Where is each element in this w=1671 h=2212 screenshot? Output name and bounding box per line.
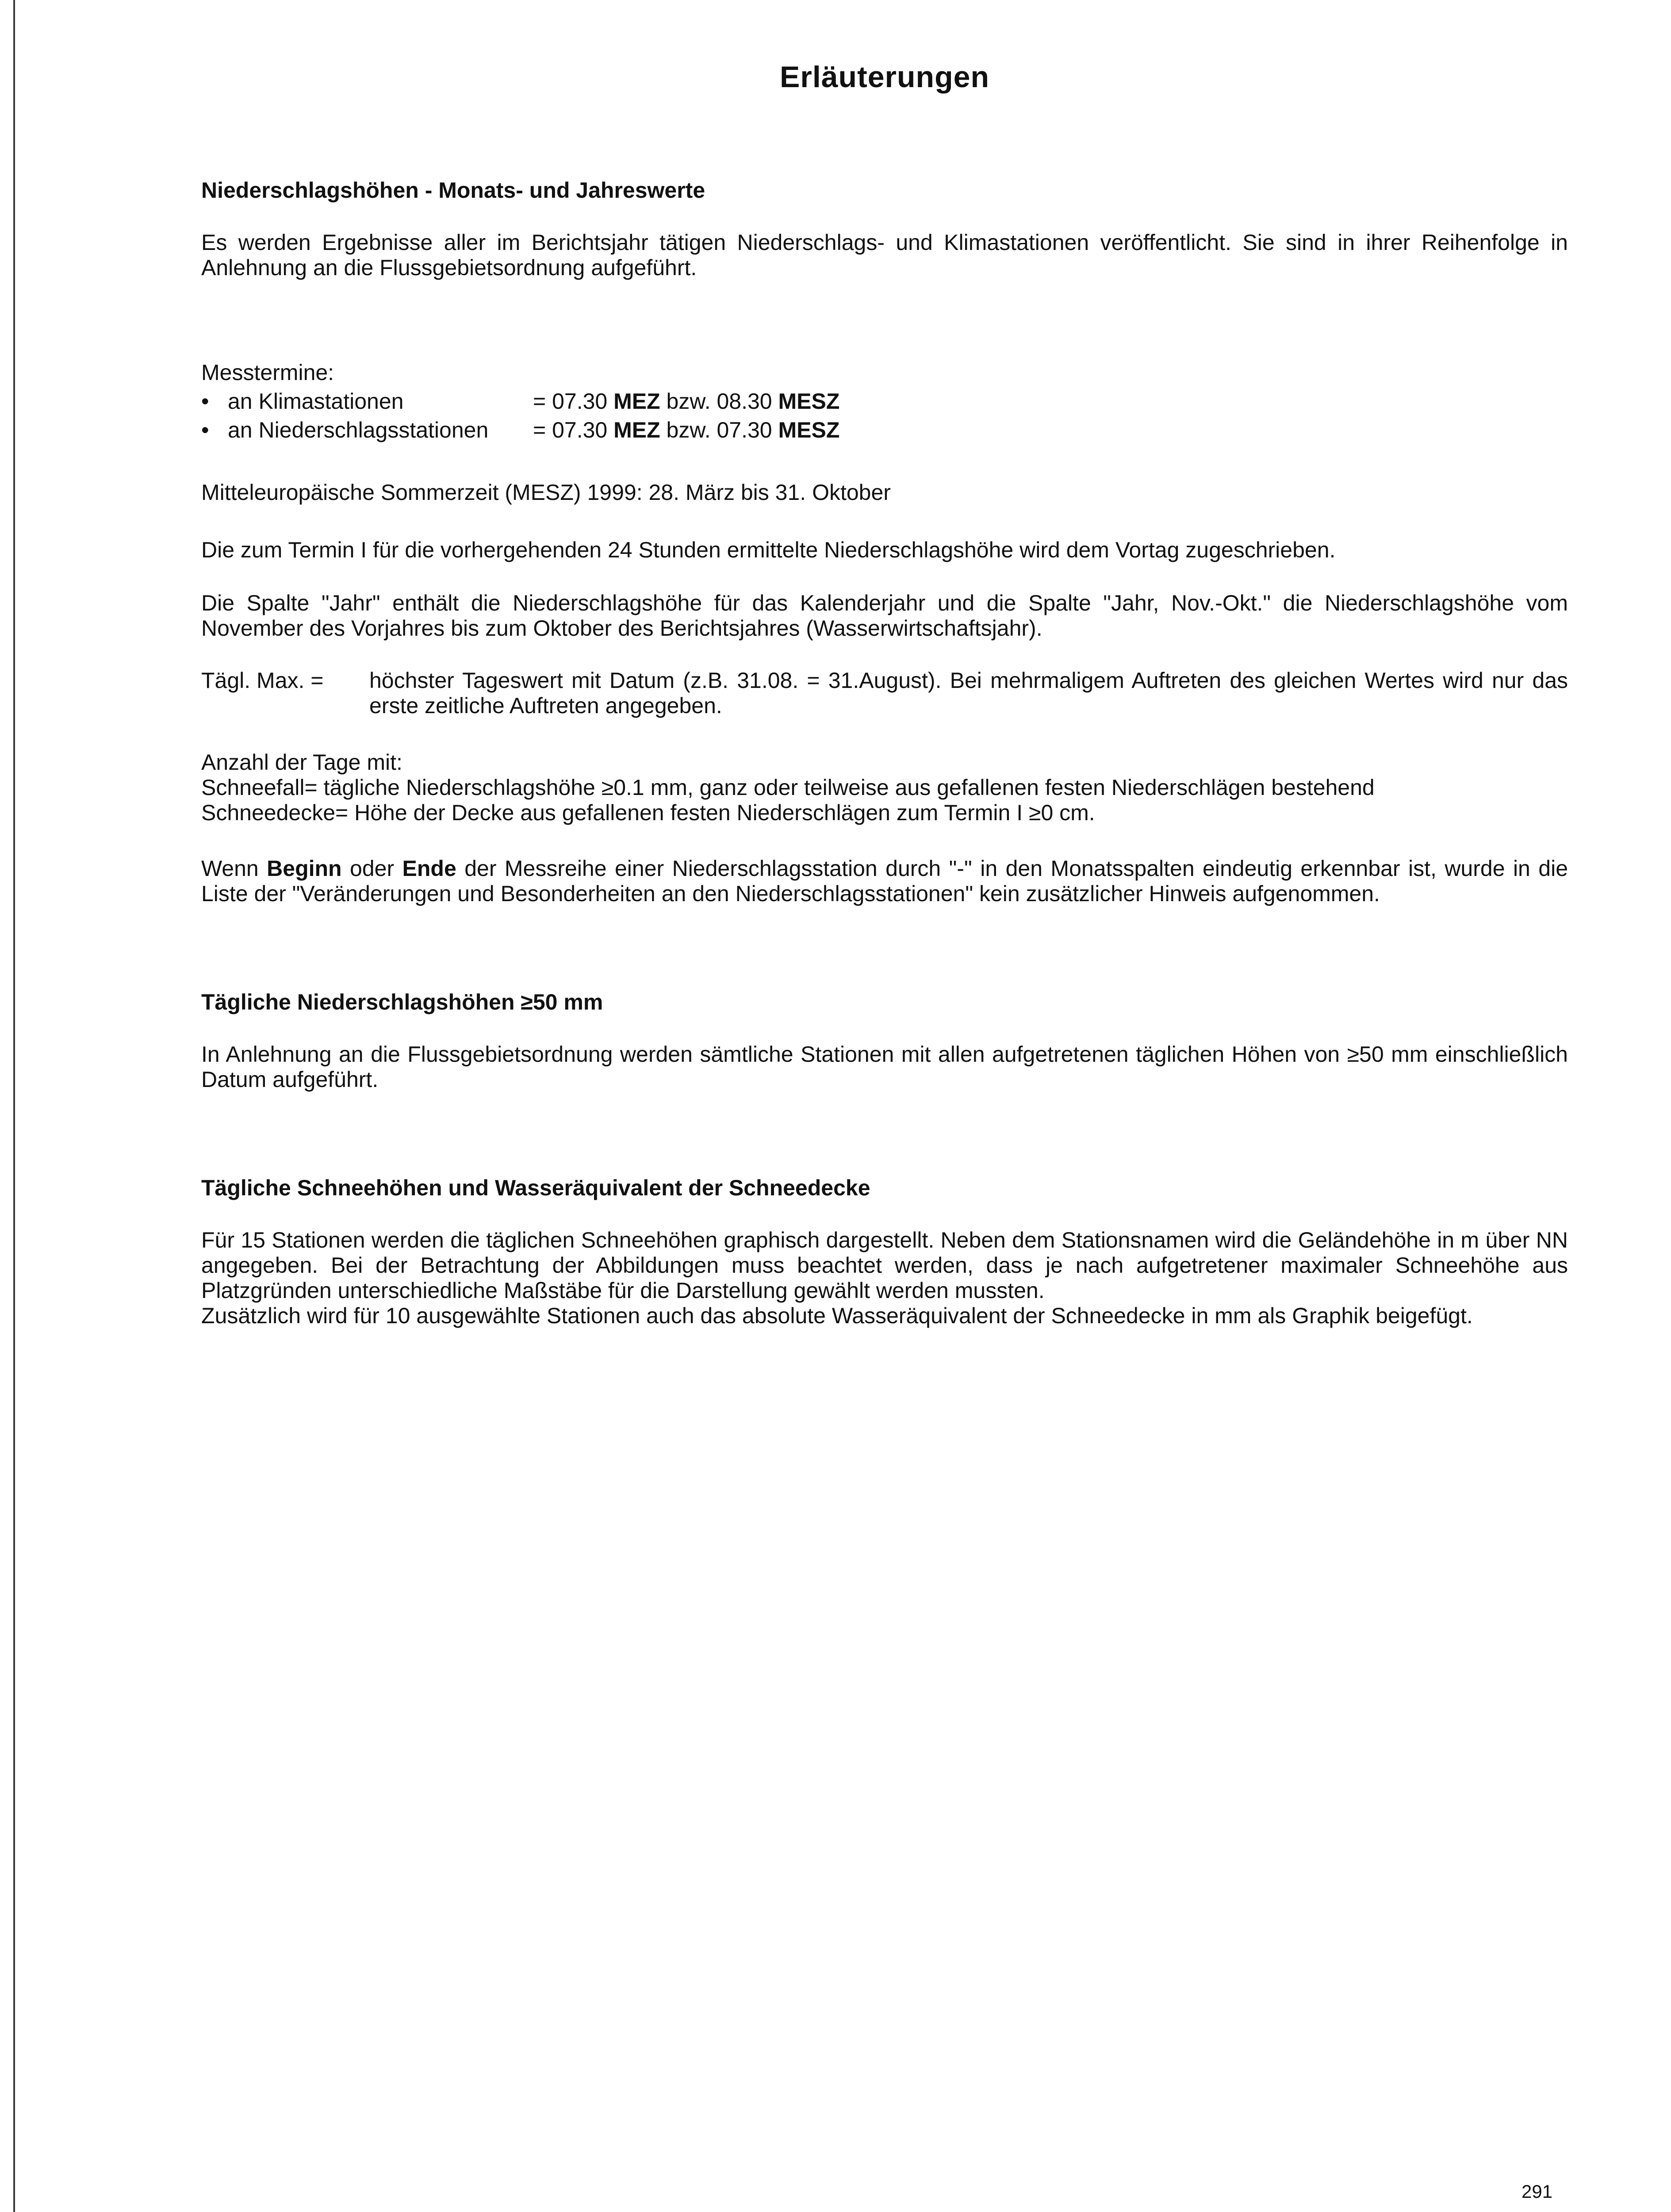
spalte-jahr-paragraph-block xyxy=(201,591,1568,641)
messtermin-station: an Niederschlagsstationen xyxy=(228,418,489,442)
definition-term: Tägl. Max. = xyxy=(201,668,324,693)
termin-paragraph-block xyxy=(201,538,1568,563)
section-schneehoehen xyxy=(201,1175,1568,1201)
messtermin-station: an Klimastationen xyxy=(228,389,404,414)
bullet-icon: • xyxy=(201,418,209,442)
section-heading: Tägliche Schneehöhen und Wasseräquivalent der Schneedecke xyxy=(201,1175,870,1200)
mesz-paragraph: Mitteleuropäische Sommerzeit (MESZ) 1999: 28. März bis 31. Oktober xyxy=(201,480,891,505)
messtermin-time: = 07.30 MEZ bzw. 08.30 MESZ xyxy=(533,389,840,414)
section-taegliche-niederschlagshoehen xyxy=(201,989,1568,1015)
page-title: Erläuterungen xyxy=(780,60,989,94)
anzahl-block xyxy=(201,750,1568,826)
mesz-paragraph-block xyxy=(201,480,1568,505)
messtermin-time: = 07.30 MEZ bzw. 07.30 MESZ xyxy=(533,418,840,442)
section2-paragraph-block xyxy=(201,1042,1568,1092)
messtermine-item xyxy=(201,387,1568,416)
left-margin-line xyxy=(13,0,15,2212)
messtermine-item xyxy=(201,416,1568,445)
section3-paragraph-2: Zusätzlich wird für 10 ausgewählte Stationen auch das absolute Wasseräquivalent der Schneedecke in mm als Graphik beigefügt. xyxy=(201,1303,1473,1328)
section2-paragraph: In Anlehnung an die Flussgebietsordnung werden sämtliche Stationen mit allen aufgetretenen täglichen Höhen von ≥50 mm einschließlich Datum aufgeführt. xyxy=(201,1042,1568,1092)
section-heading: Tägliche Niederschlagshöhen ≥50 mm xyxy=(201,990,603,1014)
intro-paragraph: Es werden Ergebnisse aller im Berichtsjahr tätigen Niederschlags- und Klimastationen veröffentlicht. Sie sind in ihrer Reihenfolge in Anlehnung an die Flussgebietsordnung aufgeführt. xyxy=(201,230,1568,280)
spalte-jahr-paragraph: Die Spalte "Jahr" enthält die Niederschlagshöhe für das Kalenderjahr und die Spalte "Jahr, Nov.-Okt." die Niederschlagshöhe vom November des Vorjahres bis zum Oktober des Berichtsjahres (Wasserwirtschaftsjahr). xyxy=(201,591,1568,641)
section3-paragraph-block xyxy=(201,1228,1568,1329)
messtermine-block xyxy=(201,358,1568,445)
definition-description: höchster Tageswert mit Datum (z.B. 31.08. = 31.August). Bei mehrmaligem Auftreten des gleichen Wertes wird nur das erste zeitliche Auftreten angegeben. xyxy=(369,668,1568,718)
taegl-max-definition xyxy=(201,668,1568,718)
schneefall-definition: Schneefall= tägliche Niederschlagshöhe ≥0.1 mm, ganz oder teilweise aus gefallenen festen Niederschlägen bestehend xyxy=(201,775,1375,800)
anzahl-label: Anzahl der Tage mit: xyxy=(201,750,402,775)
wenn-paragraph-block xyxy=(201,856,1568,906)
section-heading: Niederschlagshöhen - Monats- und Jahreswerte xyxy=(201,178,705,203)
section-niederschlagshoehen xyxy=(201,177,1568,204)
messtermine-label: Messtermine: xyxy=(201,360,334,385)
termin-paragraph: Die zum Termin I für die vorhergehenden 24 Stunden ermittelte Niederschlagshöhe wird dem Vortag zugeschrieben. xyxy=(201,538,1336,562)
section3-paragraph: Für 15 Stationen werden die täglichen Schneehöhen graphisch dargestellt. Neben dem Stationsnamen wird die Geländehöhe in m über NN angegeben. Bei der Betrachtung der Abbildungen muss beachtet werden, dass je nach aufgetretener maximaler Schneehöhe aus Platzgründen unterschiedliche Maßstäbe für die Darstellung gewählt werden mussten. xyxy=(201,1228,1568,1303)
schneedecke-definition: Schneedecke= Höhe der Decke aus gefallenen festen Niederschlägen zum Termin I ≥0 cm. xyxy=(201,800,1095,825)
page-number: 291 xyxy=(1522,2181,1553,2202)
bullet-icon: • xyxy=(201,389,209,414)
intro-paragraph-block xyxy=(201,230,1568,280)
beginn-ende-paragraph: Wenn Beginn oder Ende der Messreihe einer Niederschlagsstation durch "-" in den Monatsspalten eindeutig erkennbar ist, wurde in die Liste der "Veränderungen und Besonderheiten an den Niederschlagsstationen" kein zusätzlicher Hinweis aufgenommen. xyxy=(201,856,1568,906)
